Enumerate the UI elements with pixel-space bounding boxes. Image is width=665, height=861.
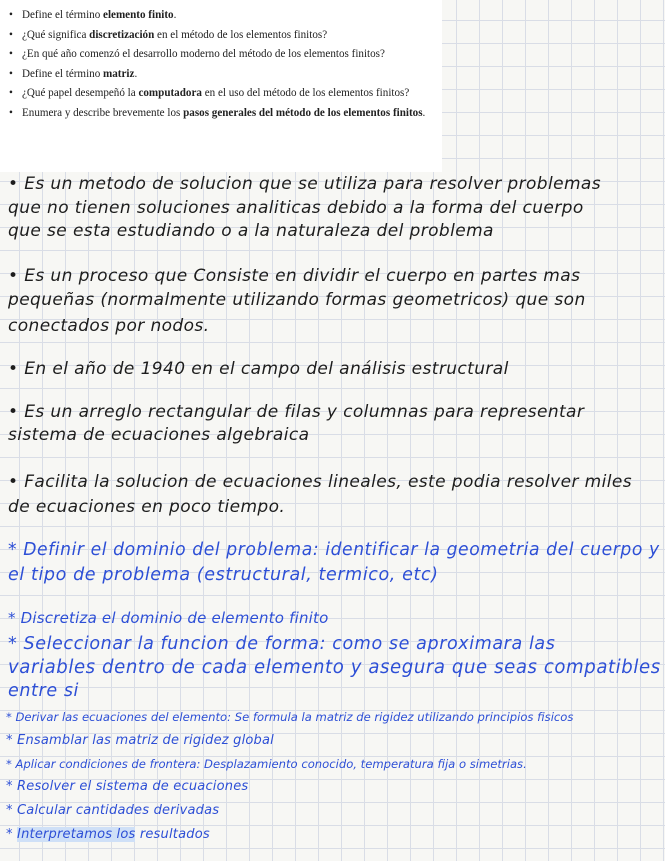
answer-5-line-1: • Facilita la solucion de ecuaciones lineales, este podia resolver miles <box>8 472 632 492</box>
answer-2-line-3: conectados por nodos. <box>8 316 210 336</box>
question-keyword: elemento finito <box>103 9 174 21</box>
step-3-line-3: entre si <box>8 681 80 701</box>
bullet-icon: • <box>9 48 13 61</box>
question-text: Enumera y describe brevemente los <box>22 106 184 119</box>
step-5: * Ensamblar las matriz de rigidez global <box>6 733 274 748</box>
step-8: * Calcular cantidades derivadas <box>6 803 220 818</box>
question-text-end: en el método de los elementos finitos? <box>154 28 328 41</box>
bullet-icon: • <box>9 67 13 80</box>
question-text-end: . <box>173 9 177 21</box>
question-text-end: . <box>422 106 426 119</box>
bullet-icon: • <box>9 106 13 119</box>
question-text-end: . <box>134 67 138 80</box>
answer-1-line-2: que no tienen soluciones analiticas debido a la forma del cuerpo <box>8 198 584 218</box>
question-text: ¿Qué papel desempeñó la <box>22 87 139 100</box>
question-keyword: computadora <box>138 87 202 100</box>
question-text-end: en el uso del método de los elementos finitos? <box>201 87 410 100</box>
question-text: Define el término <box>22 9 104 21</box>
step-9 <box>6 827 210 842</box>
bullet-icon: • <box>9 9 13 21</box>
question-keyword: discretización <box>89 28 155 41</box>
step-6: * Aplicar condiciones de frontera: Desplazamiento conocido, temperatura fija o simetrias. <box>6 757 527 771</box>
answer-2-line-1: • Es un proceso que Consiste en dividir el cuerpo en partes mas <box>8 266 581 286</box>
step-3-line-2: variables dentro de cada elemento y asegura que seas compatibles <box>8 657 661 678</box>
answer-5-line-2: de ecuaciones en poco tiempo. <box>8 497 286 517</box>
step-7: * Resolver el sistema de ecuaciones <box>6 779 249 794</box>
step-9-end: resultados <box>135 827 210 842</box>
step-1-line-1: * Definir el dominio del problema: identificar la geometria del cuerpo y <box>8 540 660 560</box>
answer-1-line-1: • Es un metodo de solucion que se utiliza para resolver problemas <box>8 174 601 194</box>
answer-4-line-2: sistema de ecuaciones algebraica <box>8 425 310 445</box>
step-4: * Derivar las ecuaciones del elemento: Se formula la matriz de rigidez utilizando principios fisicos <box>6 710 574 724</box>
question-keyword: pasos generales del método de los elementos finitos <box>183 106 423 119</box>
bullet-icon: • <box>9 87 13 100</box>
question-text: ¿En qué año comenzó el desarrollo moderno del método de los elementos finitos? <box>22 48 385 61</box>
question-text: Define el término <box>22 67 104 80</box>
answer-4-line-1: • Es un arreglo rectangular de filas y columnas para representar <box>8 402 585 422</box>
step-1-line-2: el tipo de problema (estructural, termico, etc) <box>8 565 439 585</box>
step-9-marker: * <box>6 827 18 842</box>
bullet-icon: • <box>9 28 13 41</box>
step-3-line-1: * Seleccionar la funcion de forma: como se aproximara las <box>8 634 556 654</box>
answer-1-line-3: que se esta estudiando o a la naturaleza del problema <box>8 221 494 241</box>
step-9-highlight: Interpretamos los <box>17 827 136 842</box>
step-2: * Discretiza el dominio de elemento finito <box>8 609 329 627</box>
question-keyword: matriz <box>103 67 135 80</box>
answer-2-line-2: pequeñas (normalmente utilizando formas geometricos) que son <box>8 290 586 310</box>
question-text: ¿Qué significa <box>22 28 90 41</box>
answer-3-line-1: • En el año de 1940 en el campo del análisis estructural <box>8 359 509 379</box>
